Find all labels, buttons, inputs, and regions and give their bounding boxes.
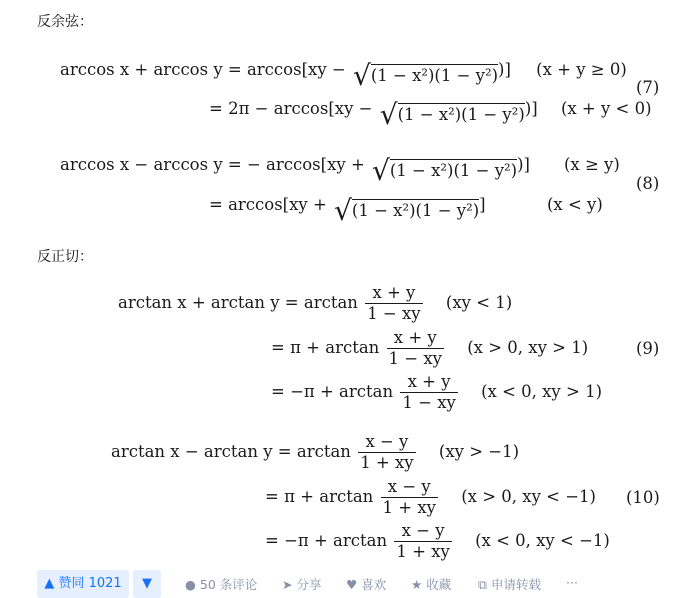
eq9-l3-cond: (x < 0, xy > 1) — [481, 382, 603, 401]
eq10-number: (10) — [626, 488, 660, 507]
eq10-line1 — [111, 432, 519, 473]
eq9-l1-num: x + y — [365, 283, 422, 304]
eq10-line2 — [265, 477, 596, 518]
eq9-l1-den: 1 − xy — [367, 304, 421, 323]
eq8-l1-cond: (x ≥ y) — [564, 155, 620, 174]
eq10-l3-den: 1 + xy — [396, 542, 450, 561]
eq7-l1-close: )] — [498, 60, 511, 79]
eq8-l1-lhs: arccos x − arccos y = − arccos[xy + — [60, 155, 365, 174]
eq9-line2 — [271, 328, 588, 369]
like-label: 喜欢 — [361, 577, 387, 592]
comment-icon: ● — [185, 577, 196, 592]
eq9-line3 — [271, 372, 602, 413]
eq9-number: (9) — [636, 339, 660, 358]
share-label: 分享 — [296, 577, 322, 592]
favorite-button[interactable] — [411, 575, 451, 593]
eq10-l2-lhs: = π + arctan — [265, 487, 374, 506]
eq9-l3-num: x + y — [400, 372, 457, 393]
eq8-l2-lhs: = arccos[xy + — [209, 195, 327, 214]
eq9-l2-cond: (x > 0, xy > 1) — [467, 338, 589, 357]
eq10-l2-cond: (x > 0, xy < −1) — [461, 487, 596, 506]
share-button[interactable] — [282, 575, 322, 593]
downvote-button[interactable]: ▼ — [133, 570, 161, 598]
eq10-l1-frac — [358, 432, 415, 473]
eq7-l2-cond: (x + y < 0) — [560, 99, 652, 118]
eq7-line1 — [60, 59, 627, 92]
eq9-l1-lhs: arctan x + arctan y = arctan — [118, 293, 358, 312]
eq10-l1-den: 1 + xy — [360, 453, 414, 472]
eq8-l2-close: ] — [479, 195, 486, 214]
eq8-l1-close: )] — [517, 155, 530, 174]
eq7-l1-lhs: arccos x + arccos y = arccos[xy − — [60, 60, 346, 79]
eq7-l1-sqrt: √(1 − x²)(1 − y²) — [352, 59, 499, 92]
eq9-l2-num: x + y — [387, 328, 444, 349]
eq9-l1-cond: (xy < 1) — [445, 293, 513, 312]
eq8-line1 — [60, 154, 530, 187]
eq8-l1-sqrt: √(1 − x²)(1 − y²) — [372, 154, 518, 187]
reprint-icon: ⧉ — [478, 577, 487, 592]
eq7-line2 — [209, 98, 652, 131]
eq10-l3-num: x − y — [394, 521, 451, 542]
eq7-l1-root: (1 − x²)(1 − y²) — [370, 66, 499, 85]
eq7-l2-lhs: = 2π − arccos[xy − — [209, 99, 373, 118]
reprint-button[interactable] — [478, 575, 541, 593]
reprint-label: 申请转载 — [490, 577, 541, 592]
eq10-l1-num: x − y — [358, 432, 415, 453]
like-button[interactable] — [346, 575, 386, 593]
eq7-l1-cond: (x + y ≥ 0) — [536, 60, 627, 79]
eq10-l2-frac — [381, 477, 438, 518]
eq7-l2-close: )] — [524, 99, 538, 118]
comments-button[interactable] — [185, 575, 257, 593]
eq9-l2-den: 1 − xy — [388, 349, 442, 368]
eq9-l3-lhs: = −π + arctan — [271, 382, 394, 401]
favorite-label: 收藏 — [426, 577, 452, 592]
eq9-l2-frac — [387, 328, 444, 369]
more-button[interactable] — [566, 575, 578, 590]
heading-arccos: 反余弦： — [37, 14, 93, 30]
eq9-line1 — [118, 283, 512, 324]
eq8-line2 — [209, 194, 486, 227]
heart-icon: ♥ — [346, 577, 358, 592]
eq10-l3-cond: (x < 0, xy < −1) — [475, 531, 610, 550]
eq10-l2-den: 1 + xy — [382, 498, 436, 517]
heading-arctan: 反正切： — [37, 249, 93, 265]
eq8-l1-root: (1 − x²)(1 − y²) — [389, 161, 518, 180]
upvote-button[interactable]: ▲ 赞同 1021 — [37, 570, 129, 598]
eq10-l1-lhs: arctan x − arctan y = arctan — [111, 442, 351, 461]
eq9-l2-lhs: = π + arctan — [271, 338, 380, 357]
eq7-l2-sqrt: √(1 − x²)(1 − y²) — [379, 98, 525, 131]
eq10-line3 — [265, 521, 610, 562]
eq10-l3-frac — [394, 521, 451, 562]
eq10-l3-lhs: = −π + arctan — [265, 531, 388, 550]
eq8-l2-cond: (x < y) — [547, 195, 603, 214]
eq8-l2-sqrt: √(1 − x²)(1 − y²) — [334, 194, 480, 227]
comments-label: 50 条评论 — [199, 577, 258, 592]
eq9-l3-frac — [400, 372, 457, 413]
star-icon: ★ — [411, 577, 423, 592]
action-bar — [0, 566, 696, 592]
eq8-l2-root: (1 − x²)(1 − y²) — [351, 201, 480, 220]
eq7-number: (7) — [636, 78, 660, 97]
eq7-l2-root: (1 − x²)(1 − y²) — [397, 105, 525, 124]
more-icon: ··· — [566, 575, 578, 590]
share-icon: ➤ — [282, 577, 293, 592]
eq10-l2-num: x − y — [381, 477, 438, 498]
eq9-l3-den: 1 − xy — [402, 393, 456, 412]
eq8-number: (8) — [636, 174, 660, 193]
eq9-l1-frac — [365, 283, 422, 324]
eq10-l1-cond: (xy > −1) — [438, 442, 520, 461]
